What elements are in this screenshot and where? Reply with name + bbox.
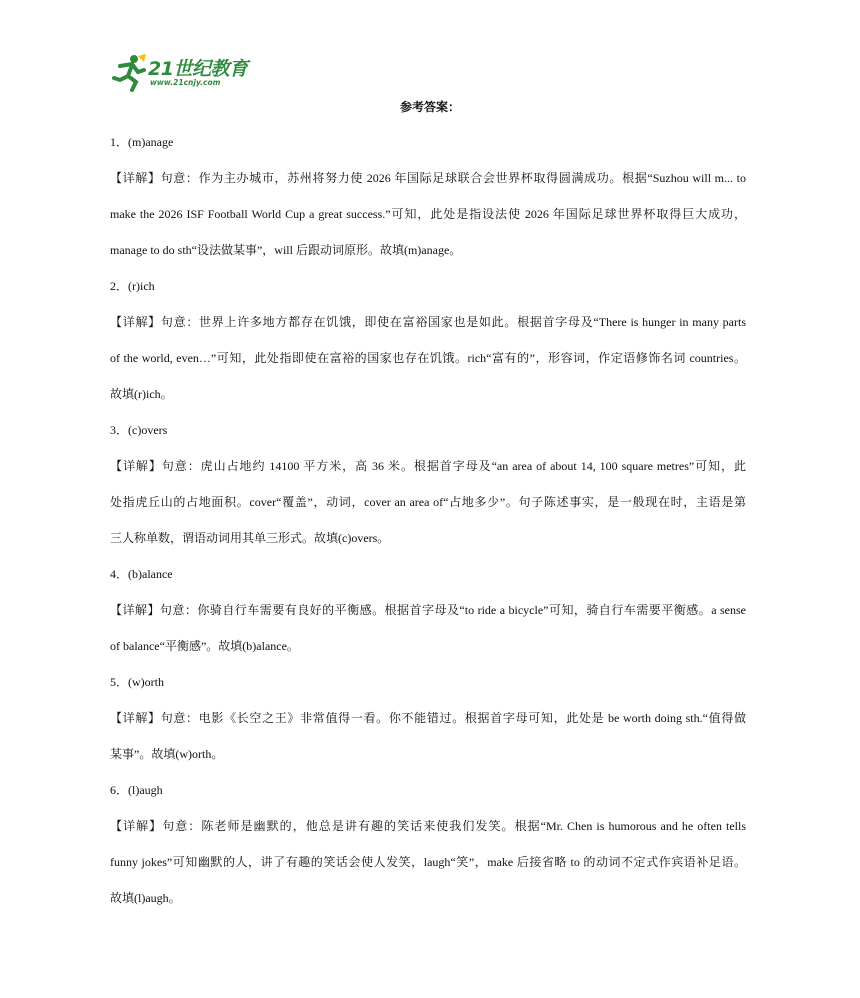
text-line: 【详解】句意：电影《长空之王》非常值得一看。你不能错过。根据首字母可知，此处是 be worth doing sth.“值得做 [110, 711, 746, 725]
text-line: 6．(l)augh [110, 783, 163, 797]
text-line: 【详解】句意：作为主办城市，苏州将努力使 2026 年国际足球联合会世界杯取得圆满成功。根据“Suzhou will m... to [110, 171, 746, 185]
runner-logo-icon [110, 52, 150, 92]
text-line: 故填(l)augh。 [110, 891, 181, 905]
text-line: 2．(r)ich [110, 279, 155, 293]
text-line: 三人称单数，谓语动词用其单三形式。故填(c)overs。 [110, 531, 390, 545]
text-line: 某事”。故填(w)orth。 [110, 747, 224, 761]
text-line: 【详解】句意：虎山占地约 14100 平方米，高 36 米。根据首字母及“an area of about 14, 100 square metres”可知，此 [110, 459, 746, 473]
page-title: 参考答案： [399, 100, 460, 114]
text-line: 【详解】句意：陈老师是幽默的，他总是讲有趣的笑话来使我们发笑。根据“Mr. Chen is humorous and he often tells [110, 819, 746, 833]
logo [110, 52, 250, 92]
text-line: 1．(m)anage [110, 135, 174, 149]
text-line: 【详解】句意：你骑自行车需要有良好的平衡感。根据首字母及“to ride a bicycle”可知，骑自行车需要平衡感。a sense [110, 603, 746, 617]
text-line: 3．(c)overs [110, 423, 168, 437]
logo-url: www.21cnjy.com [150, 78, 221, 87]
text-line: 故填(r)ich。 [110, 387, 173, 401]
text-line: 【详解】句意：世界上许多地方都存在饥饿，即使在富裕国家也是如此。根据首字母及“There is hunger in many parts [110, 315, 746, 329]
text-line: of balance“平衡感”。故填(b)alance。 [110, 639, 299, 653]
text-line: 4．(b)alance [110, 567, 173, 581]
text-line: manage to do sth“设法做某事”，will 后跟动词原形。故填(m)anage。 [110, 243, 462, 257]
text-line: of the world, even…”可知，此处指即使在富裕的国家也存在饥饿。rich“富有的”，形容词，作定语修饰名词 countries。 [110, 351, 746, 365]
text-line: 处指虎丘山的占地面积。cover“覆盖”，动词，cover an area of“占地多少”。句子陈述事实，是一般现在时，主语是第 [110, 495, 746, 509]
text-line: funny jokes”可知幽默的人，讲了有趣的笑话会使人发笑，laugh“笑”，make 后接省略 to 的动词不定式作宾语补足语。 [110, 855, 746, 869]
logo-brand: 21世纪教育 [148, 58, 248, 80]
answer-content [110, 124, 746, 916]
text-line: make the 2026 ISF Football World Cup a great success.”可知，此处是指设法使 2026 年国际足球世界杯取得巨大成功， [110, 207, 746, 221]
text-line: 5．(w)orth [110, 675, 164, 689]
